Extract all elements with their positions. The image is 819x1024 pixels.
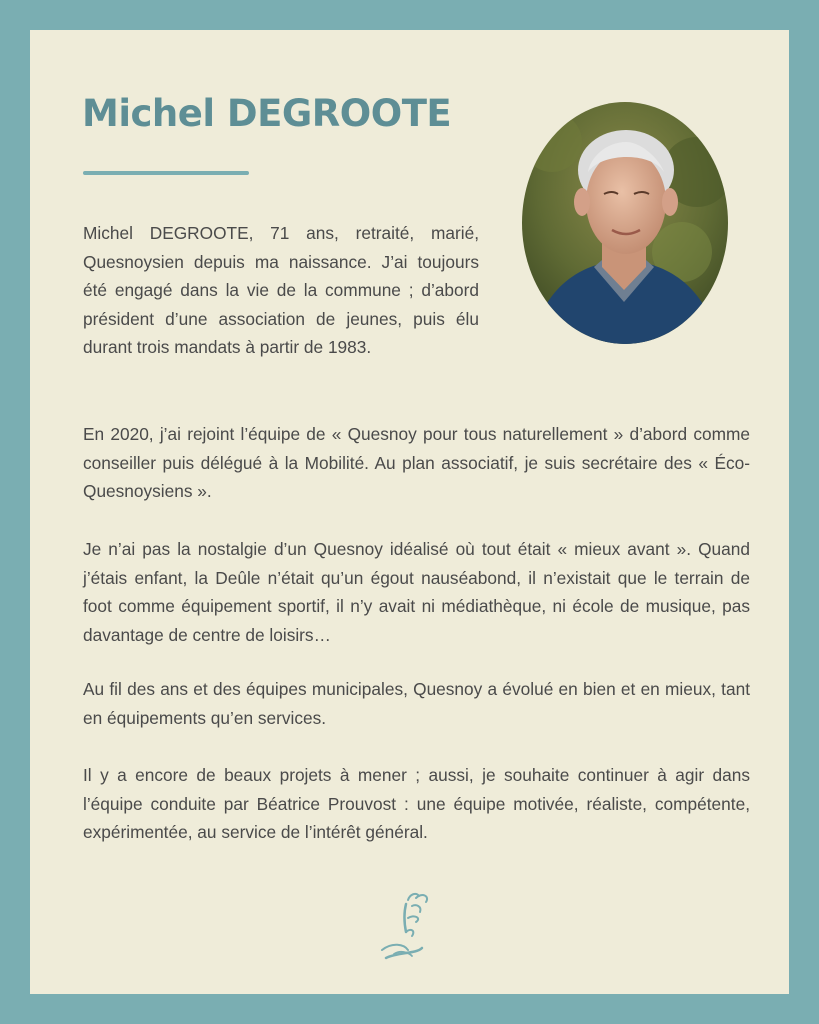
bio-paragraph-1: Michel DEGROOTE, 71 ans, retraité, marié, Quesnoysien depuis ma naissance. J’ai toujours été engagé dans la vie de la commune ; d’abord président d’une association de jeunes, puis élu durant trois mandats à partir de 1983.	[83, 223, 479, 357]
bio-paragraph-4: Au fil des ans et des équipes municipales, Quesnoy a évolué en bien et en mieux, tant en équipements qu’en services.	[83, 679, 750, 728]
page-title: Michel DEGROOTE	[82, 92, 452, 135]
portrait-photo	[522, 102, 728, 344]
bio-paragraph-2: En 2020, j’ai rejoint l’équipe de « Quesnoy pour tous naturellement » d’abord comme conseiller puis délégué à la Mobilité. Au plan associatif, je suis secrétaire des « Éco-Quesnoysiens ».	[83, 424, 750, 501]
bio-paragraph-3: Je n’ai pas la nostalgie d’un Quesnoy idéalisé où tout était « mieux avant ». Quand j’étais enfant, la Deûle n’était qu’un égout nauséabond, il n’existait que le terrain de foot comme équipement sportif, il n’y avait ni médiathèque, ni école de musique, pas davantage de centre de loisirs…	[83, 539, 750, 645]
quesnoy-logo-icon	[372, 888, 442, 968]
title-underline	[83, 171, 249, 175]
profile-card	[30, 30, 789, 994]
bio-paragraph-5: Il y a encore de beaux projets à mener ; aussi, je souhaite continuer à agir dans l’équipe conduite par Béatrice Prouvost : une équipe motivée, réaliste, compétente, expérimentée, au service de l’intérêt général.	[83, 765, 750, 842]
